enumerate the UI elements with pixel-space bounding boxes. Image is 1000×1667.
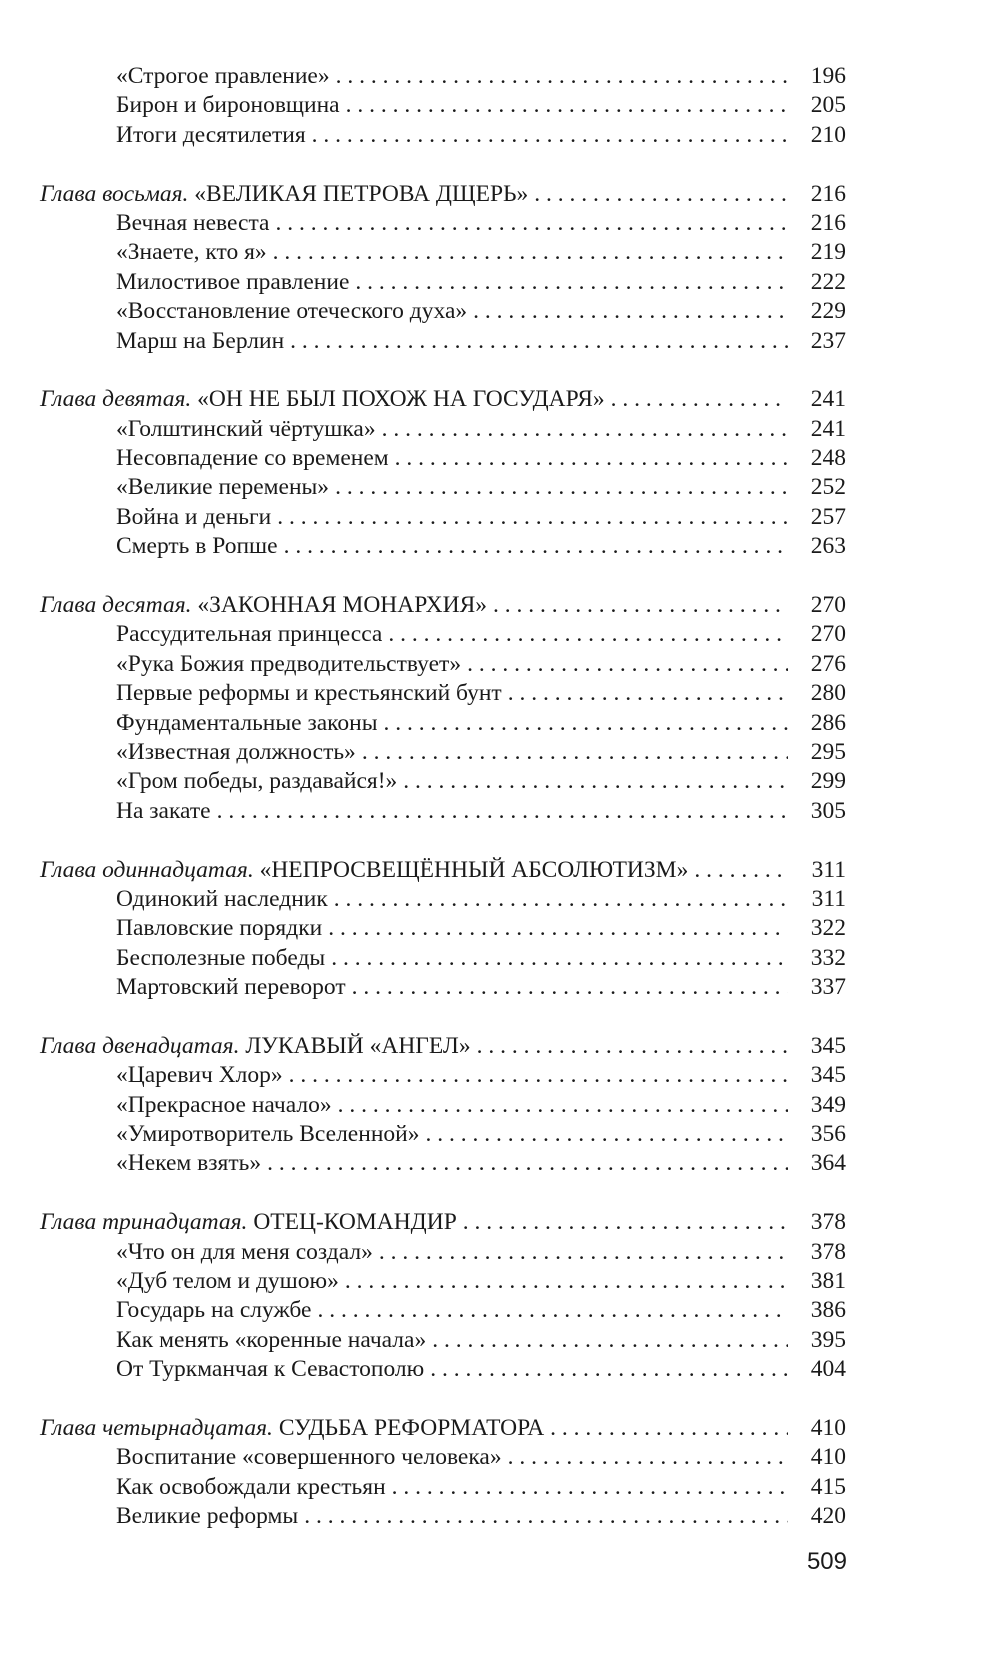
toc-section-row: [40, 885, 846, 914]
dot-leader: [346, 91, 788, 120]
dot-leader: [273, 238, 788, 267]
toc-section-row: [40, 1149, 846, 1178]
chapter-page-number: 270: [810, 592, 846, 619]
toc-chapter-row: [40, 856, 846, 885]
section-page-number: 356: [810, 1121, 846, 1148]
dot-leader: [384, 709, 788, 738]
chapter-page-number: 410: [810, 1414, 846, 1441]
dot-leader: [611, 385, 788, 414]
section-title: Одинокий наследник: [116, 885, 328, 912]
section-page-number: 196: [810, 63, 846, 89]
section-page-number: 295: [810, 738, 846, 765]
dot-leader: [392, 1473, 788, 1502]
chapter-number: Глава тринадцатая.: [40, 1209, 248, 1236]
toc-section-row: [40, 503, 846, 532]
toc-section-row: [40, 1502, 846, 1531]
section-page-number: 364: [810, 1150, 846, 1177]
section-page-number: 381: [810, 1268, 846, 1295]
toc-section-row: [40, 973, 846, 1002]
toc-section-row: [40, 767, 846, 796]
chapter-number: Глава одиннадцатая.: [40, 856, 254, 883]
section-title: Павловские порядки: [116, 915, 323, 942]
section-page-number: 311: [811, 885, 846, 912]
chapter-title: «НЕПРОСВЕЩЁННЫЙ АБСОЛЮТИЗМ»: [259, 856, 689, 883]
section-title: Итоги десятилетия: [116, 121, 306, 148]
section-title: Марш на Берлин: [116, 327, 285, 354]
section-page-number: 420: [810, 1503, 846, 1530]
section-title: Первые реформы и крестьянский бунт: [116, 680, 502, 707]
toc-section-row: [40, 1091, 846, 1120]
dot-leader: [463, 1208, 788, 1237]
chapter-label: [40, 591, 487, 620]
section-title: Как менять «коренные начала»: [116, 1326, 427, 1353]
section-title: Несовпадение со временем: [116, 445, 389, 472]
section-title: «Некем взять»: [116, 1150, 262, 1177]
dot-leader: [508, 1443, 788, 1472]
dot-leader: [534, 180, 788, 209]
chapter-number: Глава двенадцатая.: [40, 1032, 240, 1059]
toc-section-row: [40, 1120, 846, 1149]
dot-leader: [550, 1414, 788, 1443]
chapter-title: «ВЕЛИКАЯ ПЕТРОВА ДЩЕРЬ»: [194, 180, 529, 207]
chapter-page-number: 311: [811, 856, 846, 883]
toc-section-row: [40, 532, 846, 561]
section-page-number: 349: [810, 1091, 846, 1118]
toc-section-row: [40, 1296, 846, 1325]
section-title: Мартовский переворот: [116, 974, 346, 1001]
toc-section-row: [40, 91, 846, 120]
section-title: Рассудительная принцесса: [116, 621, 383, 648]
section-title: «Что он для меня создал»: [116, 1238, 373, 1265]
chapter-title: «ОН НЕ БЫЛ ПОХОЖ НА ГОСУДАРЯ»: [197, 386, 605, 413]
section-page-number: 276: [810, 650, 846, 677]
dot-leader: [317, 1296, 788, 1325]
section-page-number: 286: [810, 709, 846, 736]
chapter-number: Глава четырнадцатая.: [40, 1414, 273, 1441]
section-page-number: 263: [810, 533, 846, 560]
chapter-label: [40, 856, 688, 885]
section-title: «Прекрасное начало»: [116, 1091, 332, 1118]
dot-leader: [328, 914, 788, 943]
section-title: Фундаментальные законы: [116, 709, 378, 736]
dot-leader: [312, 121, 788, 150]
dot-leader: [284, 532, 788, 561]
chapter-title: ОТЕЦ-КОМАНДИР: [253, 1209, 457, 1236]
section-title: Война и деньги: [116, 503, 272, 530]
toc-section-row: [40, 444, 846, 473]
section-title: Воспитание «совершенного человека»: [116, 1444, 502, 1471]
toc-section-row: [40, 62, 846, 91]
toc-section-row: [40, 1326, 846, 1355]
section-page-number: 205: [810, 92, 846, 119]
section-page-number: 257: [810, 503, 846, 530]
section-title: Бесполезные победы: [116, 944, 326, 971]
toc-chapter-row: [40, 1208, 846, 1237]
page-number: 509: [806, 1548, 847, 1575]
chapter-page-number: 241: [810, 386, 846, 413]
section-page-number: 322: [810, 915, 846, 942]
toc-section-row: [40, 297, 846, 326]
toc-section-row: [40, 944, 846, 973]
dot-leader: [336, 62, 788, 91]
section-title: «Гром победы, раздавайся!»: [116, 768, 398, 795]
dot-leader: [275, 209, 788, 238]
toc-section-row: [40, 709, 846, 738]
toc-section-row: [40, 679, 846, 708]
dot-leader: [338, 1091, 788, 1120]
dot-leader: [477, 1032, 788, 1061]
toc-section-row: [40, 473, 846, 502]
toc-section-row: [40, 1443, 846, 1472]
section-title: На закате: [116, 797, 211, 824]
toc-section-row: [40, 620, 846, 649]
chapter-number: Глава восьмая.: [40, 180, 189, 207]
toc-section-row: [40, 1473, 846, 1502]
toc-section-row: [40, 327, 846, 356]
toc-chapter-row: [40, 1414, 846, 1443]
section-page-number: 252: [810, 474, 846, 501]
section-title: «Строгое правление»: [116, 63, 330, 89]
section-page-number: 378: [810, 1238, 846, 1265]
section-title: «Царевич Хлор»: [116, 1062, 283, 1089]
section-page-number: 410: [810, 1444, 846, 1471]
section-title: Вечная невеста: [116, 209, 270, 236]
dot-leader: [331, 944, 788, 973]
chapter-label: [40, 1414, 544, 1443]
section-page-number: 305: [810, 797, 846, 824]
section-page-number: 337: [810, 974, 846, 1001]
chapter-label: [40, 1032, 471, 1061]
section-page-number: 415: [810, 1473, 846, 1500]
section-page-number: 210: [810, 121, 846, 148]
section-title: Великие реформы: [116, 1503, 299, 1530]
section-page-number: 280: [810, 680, 846, 707]
dot-leader: [403, 767, 788, 796]
dot-leader: [289, 1061, 788, 1090]
toc-section-row: [40, 121, 846, 150]
section-title: Государь на службе: [116, 1297, 312, 1324]
chapter-page-number: 345: [810, 1032, 846, 1059]
section-page-number: 270: [810, 621, 846, 648]
section-title: «Дуб телом и душою»: [116, 1268, 339, 1295]
section-title: «Великие перемены»: [116, 474, 330, 501]
chapter-page-number: 216: [810, 180, 846, 207]
dot-leader: [430, 1355, 788, 1384]
dot-leader: [352, 973, 788, 1002]
section-page-number: 299: [810, 768, 846, 795]
section-title: Бирон и бироновщина: [116, 92, 340, 119]
chapter-number: Глава девятая.: [40, 386, 192, 413]
dot-leader: [379, 1238, 788, 1267]
toc-section-row: [40, 738, 846, 767]
dot-leader: [290, 327, 788, 356]
section-page-number: 345: [810, 1062, 846, 1089]
dot-leader: [362, 738, 788, 767]
toc-section-row: [40, 650, 846, 679]
dot-leader: [473, 297, 788, 326]
toc-section-row: [40, 914, 846, 943]
dot-leader: [335, 473, 788, 502]
chapter-label: [40, 385, 605, 414]
dot-leader: [493, 591, 788, 620]
dot-leader: [432, 1326, 788, 1355]
table-of-contents: [40, 62, 846, 1532]
toc-section-row: [40, 209, 846, 238]
section-title: Милостивое правление: [116, 268, 350, 295]
section-page-number: 395: [810, 1326, 846, 1353]
toc-chapter-row: [40, 1032, 846, 1061]
chapter-page-number: 378: [810, 1209, 846, 1236]
section-page-number: 216: [810, 209, 846, 236]
section-page-number: 237: [810, 327, 846, 354]
dot-leader: [382, 415, 788, 444]
section-title: «Умиротворитель Вселенной»: [116, 1121, 420, 1148]
dot-leader: [277, 503, 788, 532]
chapter-title: ЛУКАВЫЙ «АНГЕЛ»: [245, 1032, 471, 1059]
section-page-number: 222: [810, 268, 846, 295]
dot-leader: [467, 650, 788, 679]
chapter-title: СУДЬБА РЕФОРМАТОРА: [278, 1414, 545, 1441]
dot-leader: [345, 1267, 788, 1296]
dot-leader: [425, 1120, 788, 1149]
section-title: «Восстановление отеческого духа»: [116, 298, 468, 325]
toc-section-row: [40, 1238, 846, 1267]
dot-leader: [334, 885, 788, 914]
section-page-number: 404: [810, 1356, 846, 1383]
section-title: «Рука Божия предводительствует»: [116, 650, 462, 677]
toc-section-row: [40, 238, 846, 267]
toc-chapter-row: [40, 591, 846, 620]
dot-leader: [694, 856, 788, 885]
toc-section-row: [40, 1061, 846, 1090]
dot-leader: [304, 1502, 788, 1531]
section-title: Как освобождали крестьян: [116, 1473, 386, 1500]
dot-leader: [395, 444, 788, 473]
toc-section-row: [40, 797, 846, 826]
section-title: Смерть в Ропше: [116, 533, 278, 560]
section-page-number: 248: [810, 445, 846, 472]
section-page-number: 386: [810, 1297, 846, 1324]
toc-section-row: [40, 1355, 846, 1384]
dot-leader: [388, 620, 788, 649]
section-title: «Известная должность»: [116, 738, 356, 765]
toc-section-row: [40, 268, 846, 297]
section-page-number: 332: [810, 944, 846, 971]
chapter-title: «ЗАКОННАЯ МОНАРХИЯ»: [197, 592, 488, 619]
dot-leader: [355, 268, 788, 297]
section-page-number: 229: [810, 298, 846, 325]
toc-chapter-row: [40, 385, 846, 414]
dot-leader: [267, 1149, 788, 1178]
chapter-label: [40, 180, 528, 209]
chapter-label: [40, 1208, 457, 1237]
dot-leader: [217, 797, 788, 826]
toc-chapter-row: [40, 180, 846, 209]
section-title: «Голштинский чёртушка»: [116, 415, 376, 442]
toc-section-row: [40, 415, 846, 444]
dot-leader: [508, 679, 788, 708]
toc-section-row: [40, 1267, 846, 1296]
section-title: От Туркманчая к Севастополю: [116, 1356, 425, 1383]
section-page-number: 219: [810, 239, 846, 266]
section-page-number: 241: [810, 415, 846, 442]
chapter-number: Глава десятая.: [40, 592, 192, 619]
section-title: «Знаете, кто я»: [116, 239, 267, 266]
